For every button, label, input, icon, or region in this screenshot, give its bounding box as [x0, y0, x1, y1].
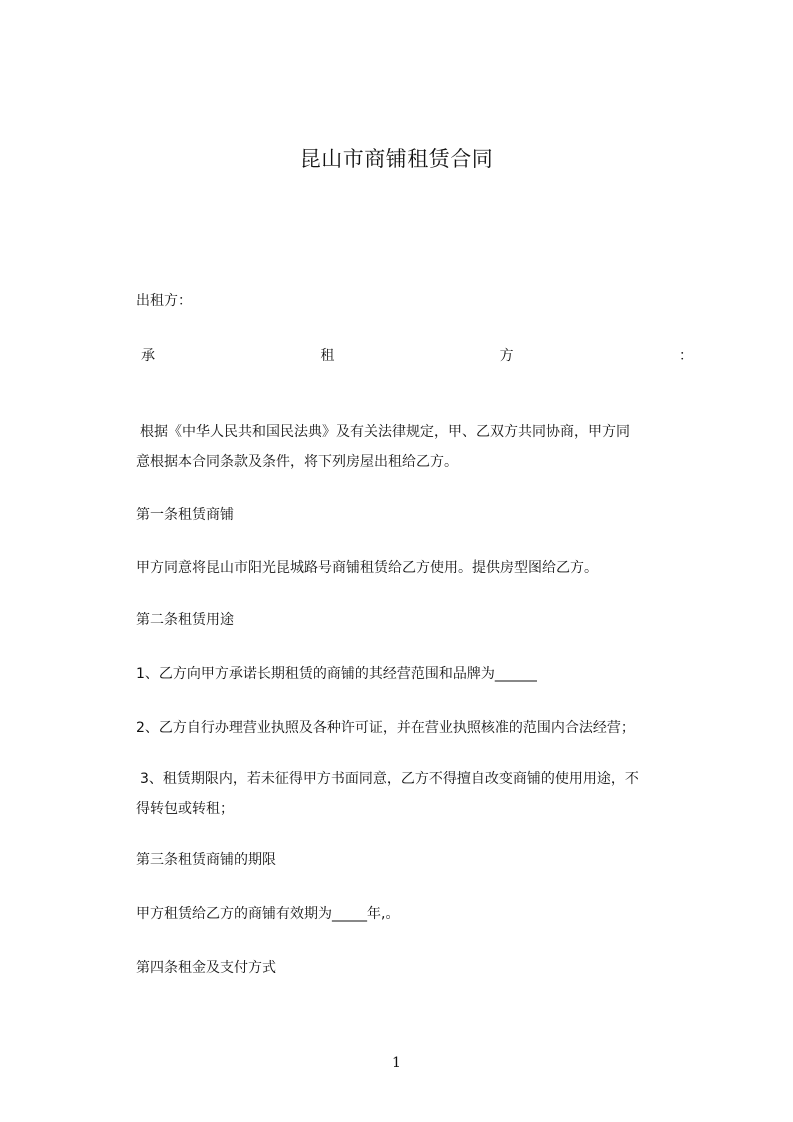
- article2-item1: 1、乙方向甲方承诺长期租赁的商铺的其经营范围和品牌为______: [136, 666, 537, 682]
- article3-text: 甲方租赁给乙方的商铺有效期为_____年,。: [136, 906, 400, 922]
- lessee-char: 租: [320, 348, 335, 364]
- article3-heading: 第三条租赁商铺的期限: [136, 852, 276, 868]
- article2-item2: 2、乙方自行办理营业执照及各种许可证，并在营业执照核准的范围内合法经营；: [136, 720, 635, 736]
- lessee-char: 承: [141, 348, 155, 364]
- article2-item3-line2: 得转包或转租；: [136, 801, 234, 817]
- article2-item3-line1: 3、租赁期限内，若未征得甲方书面同意，乙方不得擅自改变商铺的使用用途，不: [140, 771, 639, 787]
- intro-paragraph-line1: 根据《中华人民共和国民法典》及有关法律规定，甲、乙双方共同协商，甲方同: [140, 424, 630, 440]
- article4-heading: 第四条租金及支付方式: [136, 960, 276, 976]
- lessee-label: [141, 342, 693, 370]
- article1-heading: 第一条租赁商铺: [136, 507, 234, 523]
- page-number: 1: [392, 1055, 401, 1071]
- lessee-char: ：: [678, 348, 693, 364]
- article1-text: 甲方同意将昆山市阳光昆城路号商铺租赁给乙方使用。提供房型图给乙方。: [136, 560, 598, 576]
- lessee-char: 方: [499, 348, 514, 364]
- document-title: 昆山市商铺租赁合同: [299, 147, 494, 171]
- intro-paragraph-line2: 意根据本合同条款及条件，将下列房屋出租给乙方。: [136, 454, 458, 470]
- article2-heading: 第二条租赁用途: [136, 612, 234, 628]
- lessor-label: 出租方：: [136, 293, 192, 309]
